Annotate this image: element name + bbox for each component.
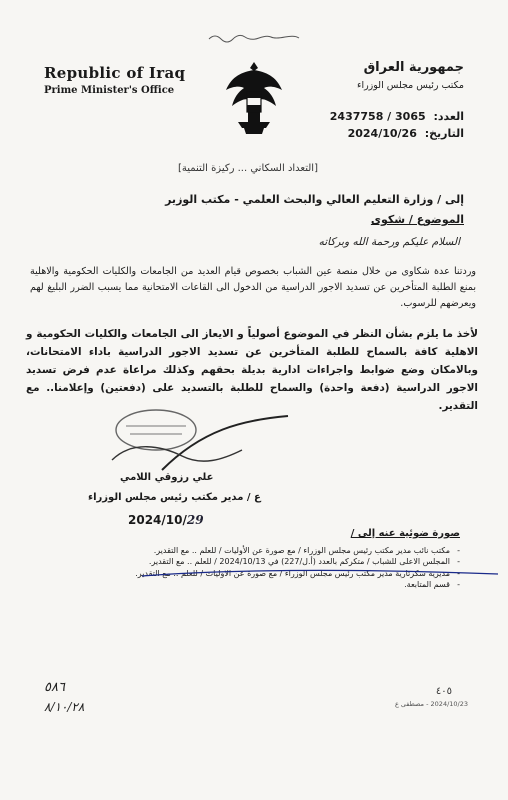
header-ar-title: جمهورية العراق (363, 60, 464, 75)
body-paragraph: وردتنا عدة شكاوى من خلال منصة عين الشباب بخصوص قيام العديد من الجامعات والكليات الحكومية والاهلية بمنع الطلبة المتأخرين عن تسديد الاجور الدراسية من الدخول الى القاعات الامتحانية مما يسبب الضرر البليغ لهم ويعرضهم للرسوب. (30, 266, 476, 309)
reference-label: العدد: (433, 110, 464, 123)
header-en-title: Republic of Iraq (44, 64, 186, 82)
footer-code: ٤٠٥ (435, 686, 452, 697)
cc-item: - المجلس الاعلى للشباب / متكركم بالعدد (أ.ل/227) في 2024/10/13 / للعلم .. مع التقدير. (30, 556, 460, 567)
cc-handwritten-mark (140, 566, 500, 580)
header-en-subtitle: Prime Minister's Office (44, 85, 175, 96)
letter-date (348, 127, 464, 140)
cc-item: - مكتب نائب مدير مكتب رئيس مجلس الوزراء / مع صورة عن الأوليات / للعلم .. مع التقدير. (30, 545, 460, 556)
signer-name: علي رزوقي اللامي (120, 472, 214, 483)
iraq-eagle-emblem-icon (224, 56, 284, 136)
signature-date-printed: 2024/10/ (128, 513, 187, 527)
header-ar-subtitle: مكتب رئيس مجلس الوزراء (356, 80, 464, 91)
addressee: إلى / وزارة التعليم العالي والبحث العلمي - مكتب الوزير (165, 193, 464, 206)
signature-date (128, 513, 204, 527)
greeting: السلام عليكم ورحمة الله وبركاته (318, 236, 460, 248)
cc-item: - قسم المتابعة. (30, 579, 460, 590)
signer-title: ع / مدير مكتب رئيس مجلس الوزراء (88, 492, 261, 503)
signature-stamp-icon (92, 400, 292, 480)
signature-date-handwritten: 29 (186, 513, 204, 527)
cc-title: صورة ضوئية عنه إلى / (350, 528, 460, 539)
reference-number (330, 110, 464, 123)
date-value: 2024/10/26 (347, 127, 417, 140)
reference-value: 2437758 / 3065 (329, 110, 426, 123)
cc-item: - مديرية سكرتارية مدير مكتب رئيس مجلس الوزراء / مع صورة عن الاوليات / للعلم .. مع التقدير. (30, 568, 460, 579)
subject-line: الموضوع / شكوى (370, 213, 464, 226)
header-scribble (205, 30, 305, 44)
handwritten-reference: ٨/١٠/٢٨ (44, 700, 85, 714)
handwritten-code: ٥٨٦ (44, 680, 65, 695)
census-stamp: [التعداد السكاني ... ركيزة التنمية] (177, 163, 318, 174)
date-label: التاريخ: (424, 127, 464, 140)
request-paragraph: لأخذ ما يلزم بشأن النظر في الموضوع أصولياً و الايعاز الى الجامعات والكليات الحكومية و الاهلية كافة بالسماح للطلبة المتأخرين عن تسديد الاجور الدراسية باداء الامتحانات، وبالامكان وضع ضوابط واجراءات ادارية بديلة بحقهم وكذلك مراعاة عدم فرض تسديد الاجور الدراسية (دفعة واحدة) والسماح للطلبة بالتسديد على (دفعتين) وإعلامنا.. مع التقدير. (26, 328, 478, 412)
footer-print-line: 2024/10/23 - مصطفى ع (394, 700, 468, 708)
